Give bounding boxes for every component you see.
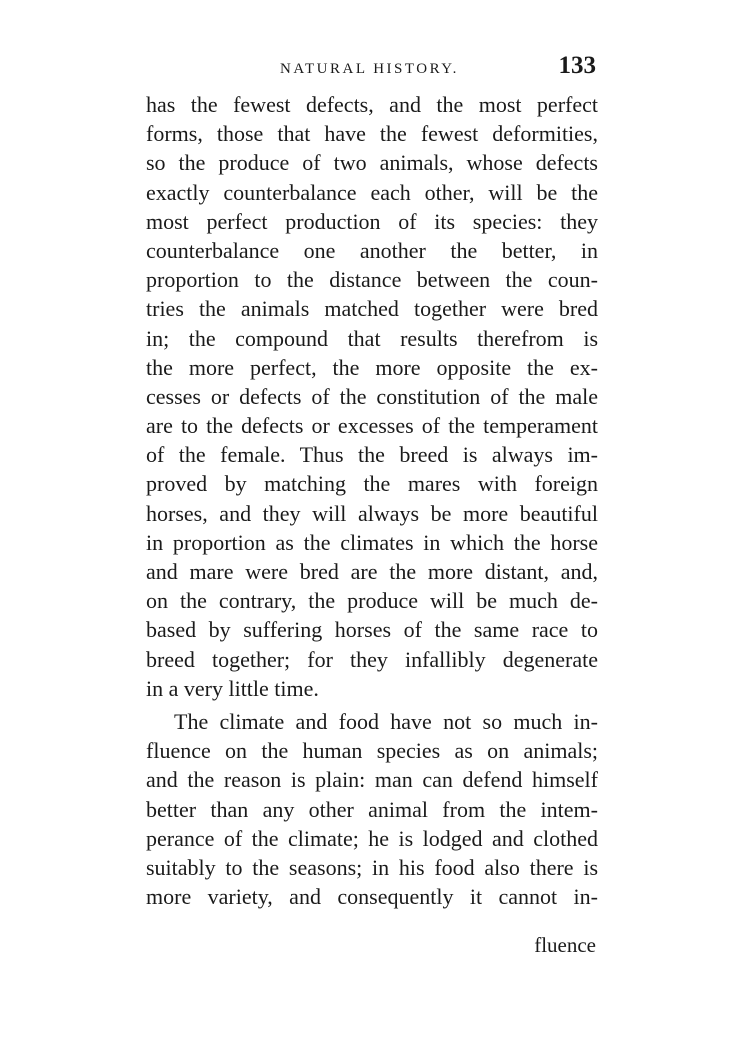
text-line: of the female. Thus the breed is always im-: [146, 442, 598, 468]
text-line: horses, and they will always be more beautiful: [146, 500, 598, 526]
text-line: on the contrary, the produce will be much de-: [146, 588, 598, 614]
paragraph-2: [146, 707, 598, 911]
body-text: [146, 90, 598, 911]
text-line: most perfect production of its species: they: [146, 208, 598, 234]
text-line: has the fewest defects, and the most perfect: [146, 92, 598, 117]
text-line: proved by matching the mares with foreign: [146, 471, 598, 497]
text-line: in; the compound that results therefrom is: [146, 325, 598, 351]
text-line: fluence on the human species as on animals;: [146, 738, 598, 764]
text-line: are to the defects or excesses of the temperament: [146, 413, 598, 439]
text-line: the more perfect, the more opposite the ex-: [146, 354, 598, 380]
text-line: perance of the climate; he is lodged and clothed: [146, 825, 598, 851]
page-number: 133: [558, 52, 596, 79]
text-line: forms, those that have the fewest deformities,: [146, 121, 598, 147]
text-line: in proportion as the climates in which the horse: [146, 529, 598, 555]
text-line: suitably to the seasons; in his food also there is: [146, 854, 598, 880]
running-title: NATURAL HISTORY.: [280, 61, 459, 77]
text-line: exactly counterbalance each other, will be the: [146, 179, 598, 205]
text-line: tries the animals matched together were bred: [146, 296, 598, 322]
catchword-row: [146, 930, 598, 960]
text-line: counterbalance one another the better, in: [146, 237, 598, 263]
text-line: proportion to the distance between the coun-: [146, 267, 598, 293]
text-line: cesses or defects of the constitution of the male: [146, 383, 598, 409]
paragraph-1: [146, 90, 598, 703]
text-line: and the reason is plain: man can defend himself: [146, 767, 598, 793]
text-line: based by suffering horses of the same race to: [146, 617, 598, 643]
text-line: so the produce of two animals, whose defects: [146, 150, 598, 176]
catchword: fluence: [534, 933, 596, 957]
text-line: breed together; for they infallibly degenerate: [146, 646, 598, 672]
text-line: in a very little time.: [146, 675, 319, 701]
text-line: and mare were bred are the more distant, and,: [146, 559, 598, 584]
running-head: [148, 52, 598, 82]
text-line: The climate and food have not so much in-: [174, 708, 598, 734]
text-line: more variety, and consequently it cannot in-: [146, 884, 598, 910]
text-line: better than any other animal from the intem-: [146, 796, 598, 822]
